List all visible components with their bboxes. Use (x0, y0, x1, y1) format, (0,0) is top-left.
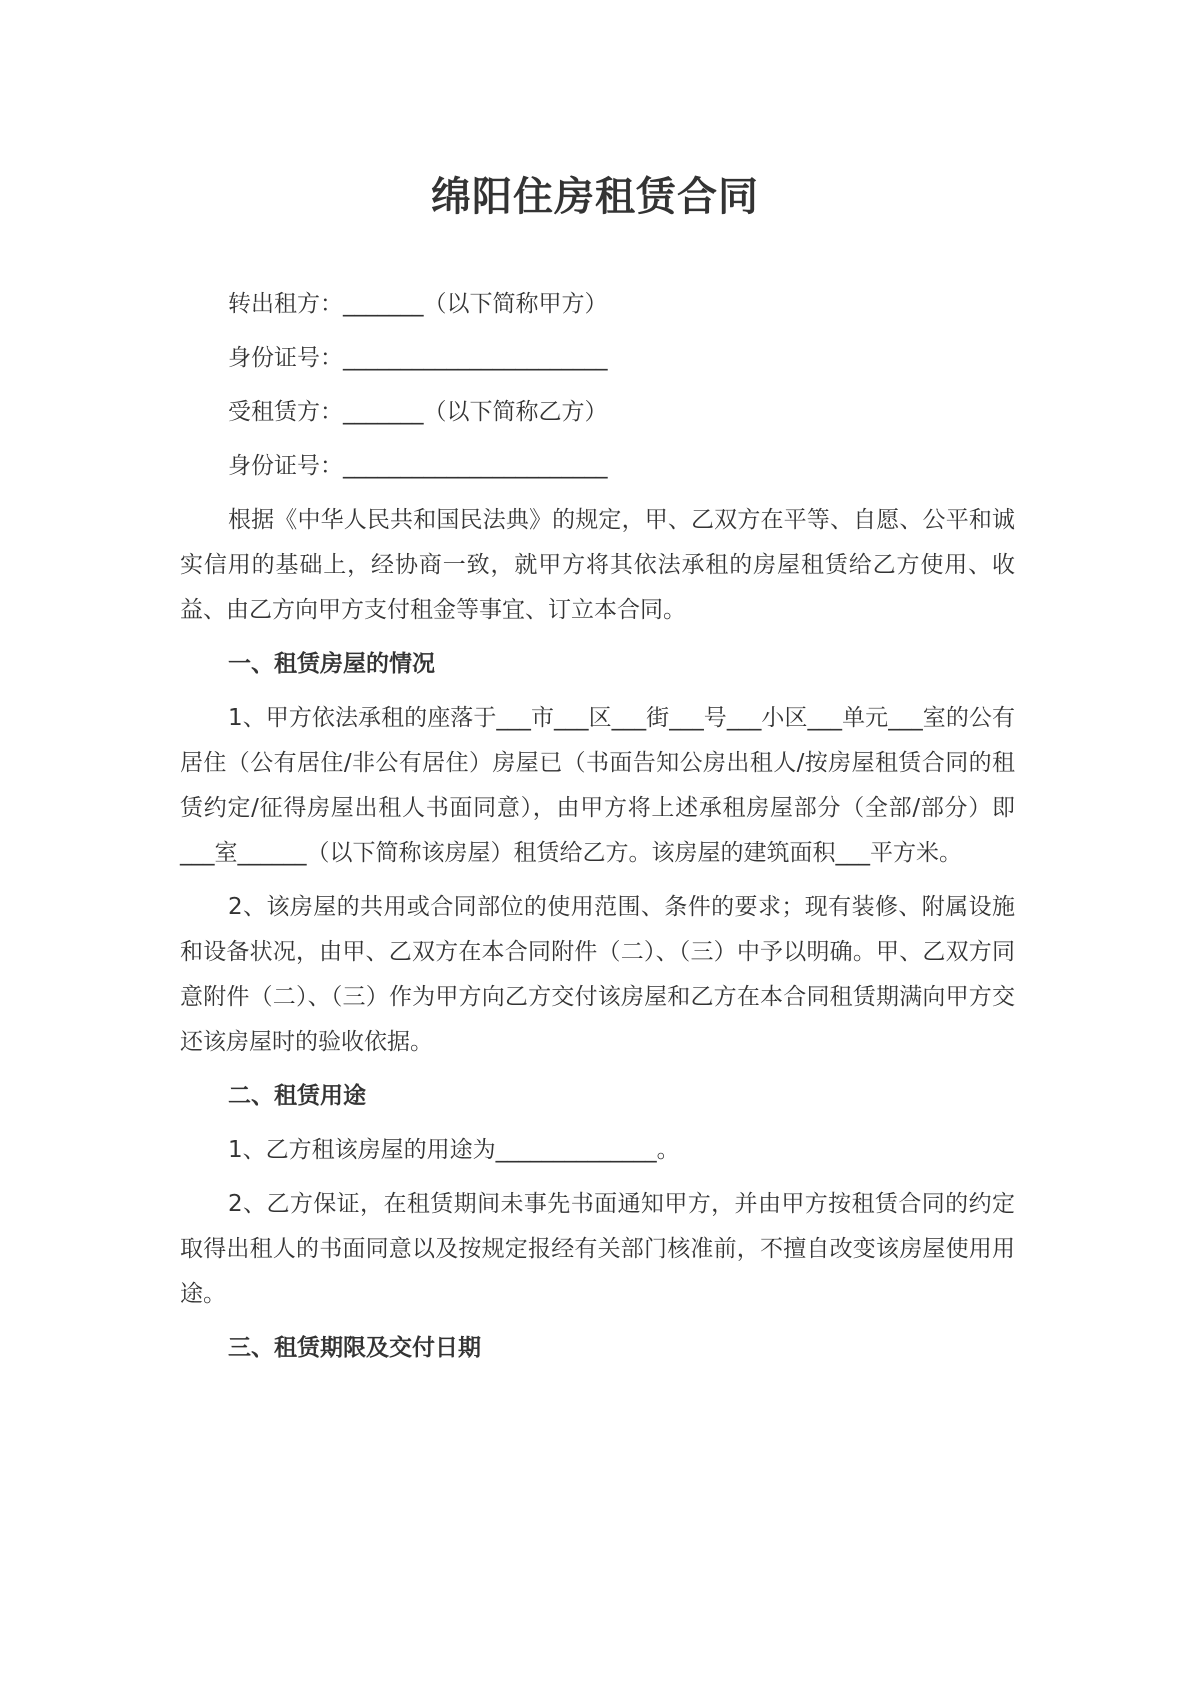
section-heading-2: 二、租赁用途 (228, 1083, 366, 1109)
intro-paragraph: 根据《中华人民共和国民法典》的规定，甲、乙双方在平等、自愿、公平和诚实信用的基础上，经协商一致，就甲方将其依法承租的房屋租赁给乙方使用、收益、由乙方向甲方支付租金等事宜、订立本合同。 (180, 507, 1015, 623)
section2-paragraph-1: 1、乙方租该房屋的用途为______________。 (228, 1137, 680, 1163)
section-heading-1: 一、租赁房屋的情况 (228, 651, 435, 677)
document-body (180, 282, 1015, 1380)
section1-paragraph-1: 1、甲方依法承租的座落于___市___区___街___号___小区___单元___室的公有居住（公有居住/非公有居住）房屋已（书面告知公房出租人/按房屋租赁合同的租赁约定/征得房屋出租人书面同意），由甲方将上述承租房屋部分（全部/部分）即___室______（以下简称该房屋）租赁给乙方。该房屋的建筑面积___平方米。 (180, 705, 1015, 866)
section-heading-3: 三、租赁期限及交付日期 (228, 1335, 481, 1361)
lessor-line: 转出租方：_______（以下简称甲方） (228, 291, 608, 317)
lessee-id-line: 身份证号：_______________________ (228, 453, 608, 479)
document-title: 绵阳住房租赁合同 (431, 174, 759, 220)
lessor-id-line: 身份证号：_______________________ (228, 345, 608, 371)
section1-paragraph-2: 2、该房屋的共用或合同部位的使用范围、条件的要求；现有装修、附属设施和设备状况，由甲、乙双方在本合同附件（二）、（三）中予以明确。甲、乙双方同意附件（二）、（三）作为甲方向乙方交付该房屋和乙方在本合同租赁期满向甲方交还该房屋时的验收依据。 (180, 894, 1015, 1055)
section2-paragraph-2: 2、乙方保证，在租赁期间未事先书面通知甲方，并由甲方按租赁合同的约定取得出租人的书面同意以及按规定报经有关部门核准前，不擅自改变该房屋使用用途。 (180, 1191, 1015, 1307)
lessee-line: 受租赁方：_______（以下简称乙方） (228, 399, 608, 425)
